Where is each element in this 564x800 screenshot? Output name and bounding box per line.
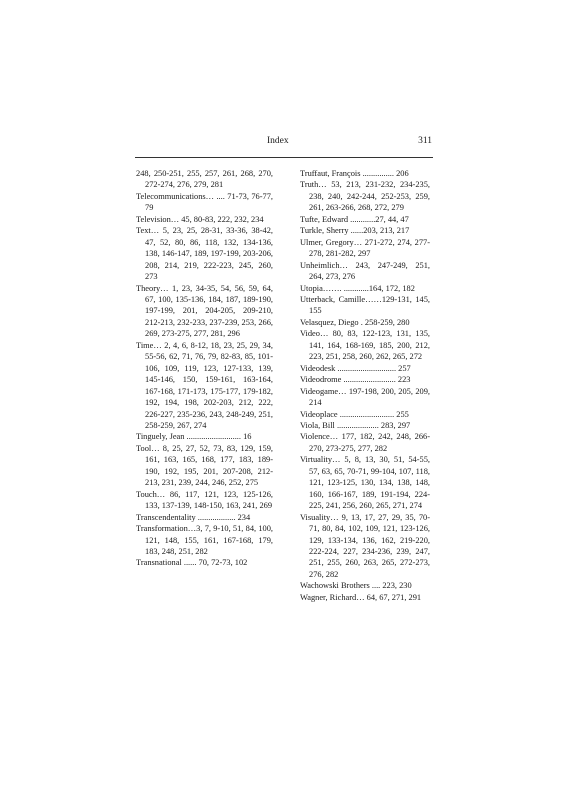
index-entry: Viola, Bill .................... 283, 297 [300, 420, 411, 430]
running-title: Index [267, 136, 289, 146]
index-entry: Videogame… 197-198, 200, 205, 209, 214 [300, 386, 430, 408]
index-entry: Truffaut, François ............... 206 [300, 169, 409, 178]
index-entry: Unheimlich… 243, 247-249, 251, 264, 273, 276 [300, 260, 430, 282]
page-number: 311 [418, 136, 432, 146]
index-entry: Visuality… 9, 13, 17, 27, 29, 35, 70-71, 80, 84, 102, 109, 121, 123-126, 129, 133-134, 136, 162, 219-220, 222-224, 227, 234-236, 239, 247, 251, 255, 260, 263, 265, 272-273, 276, 282 [300, 512, 430, 579]
index-entry: Transcendentality .................. 234 [136, 512, 251, 522]
index-entry: Touch… 86, 117, 121, 123, 125-126, 133, 137-139, 148-150, 163, 241, 269 [136, 489, 273, 511]
header-rule [135, 157, 433, 158]
index-entry: Video… 80, 83, 122-123, 131, 135, 141, 164, 168-169, 185, 200, 212, 223, 251, 258, 260, 262, 265, 272 [300, 329, 430, 362]
page-header [142, 136, 432, 150]
index-entry: Velasquez, Diego . 258-259, 280 [300, 317, 410, 327]
index-entry: Ulmer, Gregory… 271-272, 274, 277-278, 281-282, 297 [300, 237, 430, 259]
index-entry: Television… 45, 80-83, 222, 232, 234 [136, 214, 264, 224]
index-entry: Videodesk ............................ 257 [300, 363, 411, 373]
index-entry: Wachowski Brothers .... 223, 230 [300, 581, 412, 591]
index-entry: Virtuality… 5, 8, 13, 30, 51, 54-55, 57, 63, 65, 70-71, 99-104, 107, 118, 121, 123-125, 130, 134, 138, 148, 160, 166-167, 189, 191-194, 224-225, 241, 256, 260, 265, 271, 274 [300, 455, 430, 511]
index-entry: Text… 5, 23, 25, 28-31, 33-36, 38-42, 47, 52, 80, 86, 118, 132, 134-136, 138, 146-147, 189, 197-199, 203-206, 208, 214, 219, 222-223, 245, 260, 273 [136, 226, 273, 282]
index-entry: Wagner, Richard… 64, 67, 271, 291 [300, 592, 422, 602]
index-entry: Time… 2, 4, 6, 8-12, 18, 23, 25, 29, 34, 55-56, 62, 71, 76, 79, 82-83, 85, 101-106, 109, 119, 123, 127-133, 139, 145-146, 150, 159-161, 163-164, 167-168, 171-173, 175-177, 179-182, 192, 194, 198, 202-203, 212, 222, 226-227, 235-236, 243, 248-249, 251, 258-259, 267, 274 [136, 340, 273, 430]
index-entry: Tinguely, Jean .......................... 16 [136, 432, 252, 442]
index-column-left [136, 168, 273, 569]
index-column-right [300, 168, 430, 603]
index-entry: Videodrome ......................... 223 [300, 375, 411, 385]
index-entry: Transformation…3, 7, 9-10, 51, 84, 100, 121, 148, 155, 161, 167-168, 179, 183, 248, 251, 282 [136, 524, 273, 556]
index-entry: Truth… 53, 213, 231-232, 234-235, 238, 240, 242-244, 252-253, 259, 261, 263-266, 268, 272, 279 [300, 180, 430, 213]
index-entry: Theory… 1, 23, 34-35, 54, 56, 59, 64, 67, 100, 135-136, 184, 187, 189-190, 197-199, 201, 204-205, 209-210, 212-213, 232-233, 237-239, 253, 266, 269, 273-275, 277, 281, 296 [136, 283, 273, 339]
index-entry: Utterback, Camille……129-131, 145, 155 [300, 294, 430, 316]
index-entry: Tool… 8, 25, 27, 52, 73, 83, 129, 159, 161, 163, 165, 168, 177, 183, 189-190, 192, 195, 201, 207-208, 212-213, 231, 239, 244, 246, 252, 275 [136, 443, 273, 488]
index-entry: Utopia……. ............164, 172, 182 [300, 283, 415, 293]
index-entry: Tufte, Edward ............27, 44, 47 [300, 214, 409, 224]
index-entry: 248, 250-251, 255, 257, 261, 268, 270, 272-274, 276, 279, 281 [136, 169, 273, 190]
index-entry: Transnational ...... 70, 72-73, 102 [136, 558, 248, 568]
index-entry: Turkle, Sherry ......203, 213, 217 [300, 226, 410, 236]
index-entry: Violence… 177, 182, 242, 248, 266-270, 273-275, 277, 282 [300, 432, 430, 453]
index-entry: Videoplace .......................... 255 [300, 409, 409, 419]
index-entry: Telecommunications… .... 71-73, 76-77, 79 [136, 191, 273, 213]
